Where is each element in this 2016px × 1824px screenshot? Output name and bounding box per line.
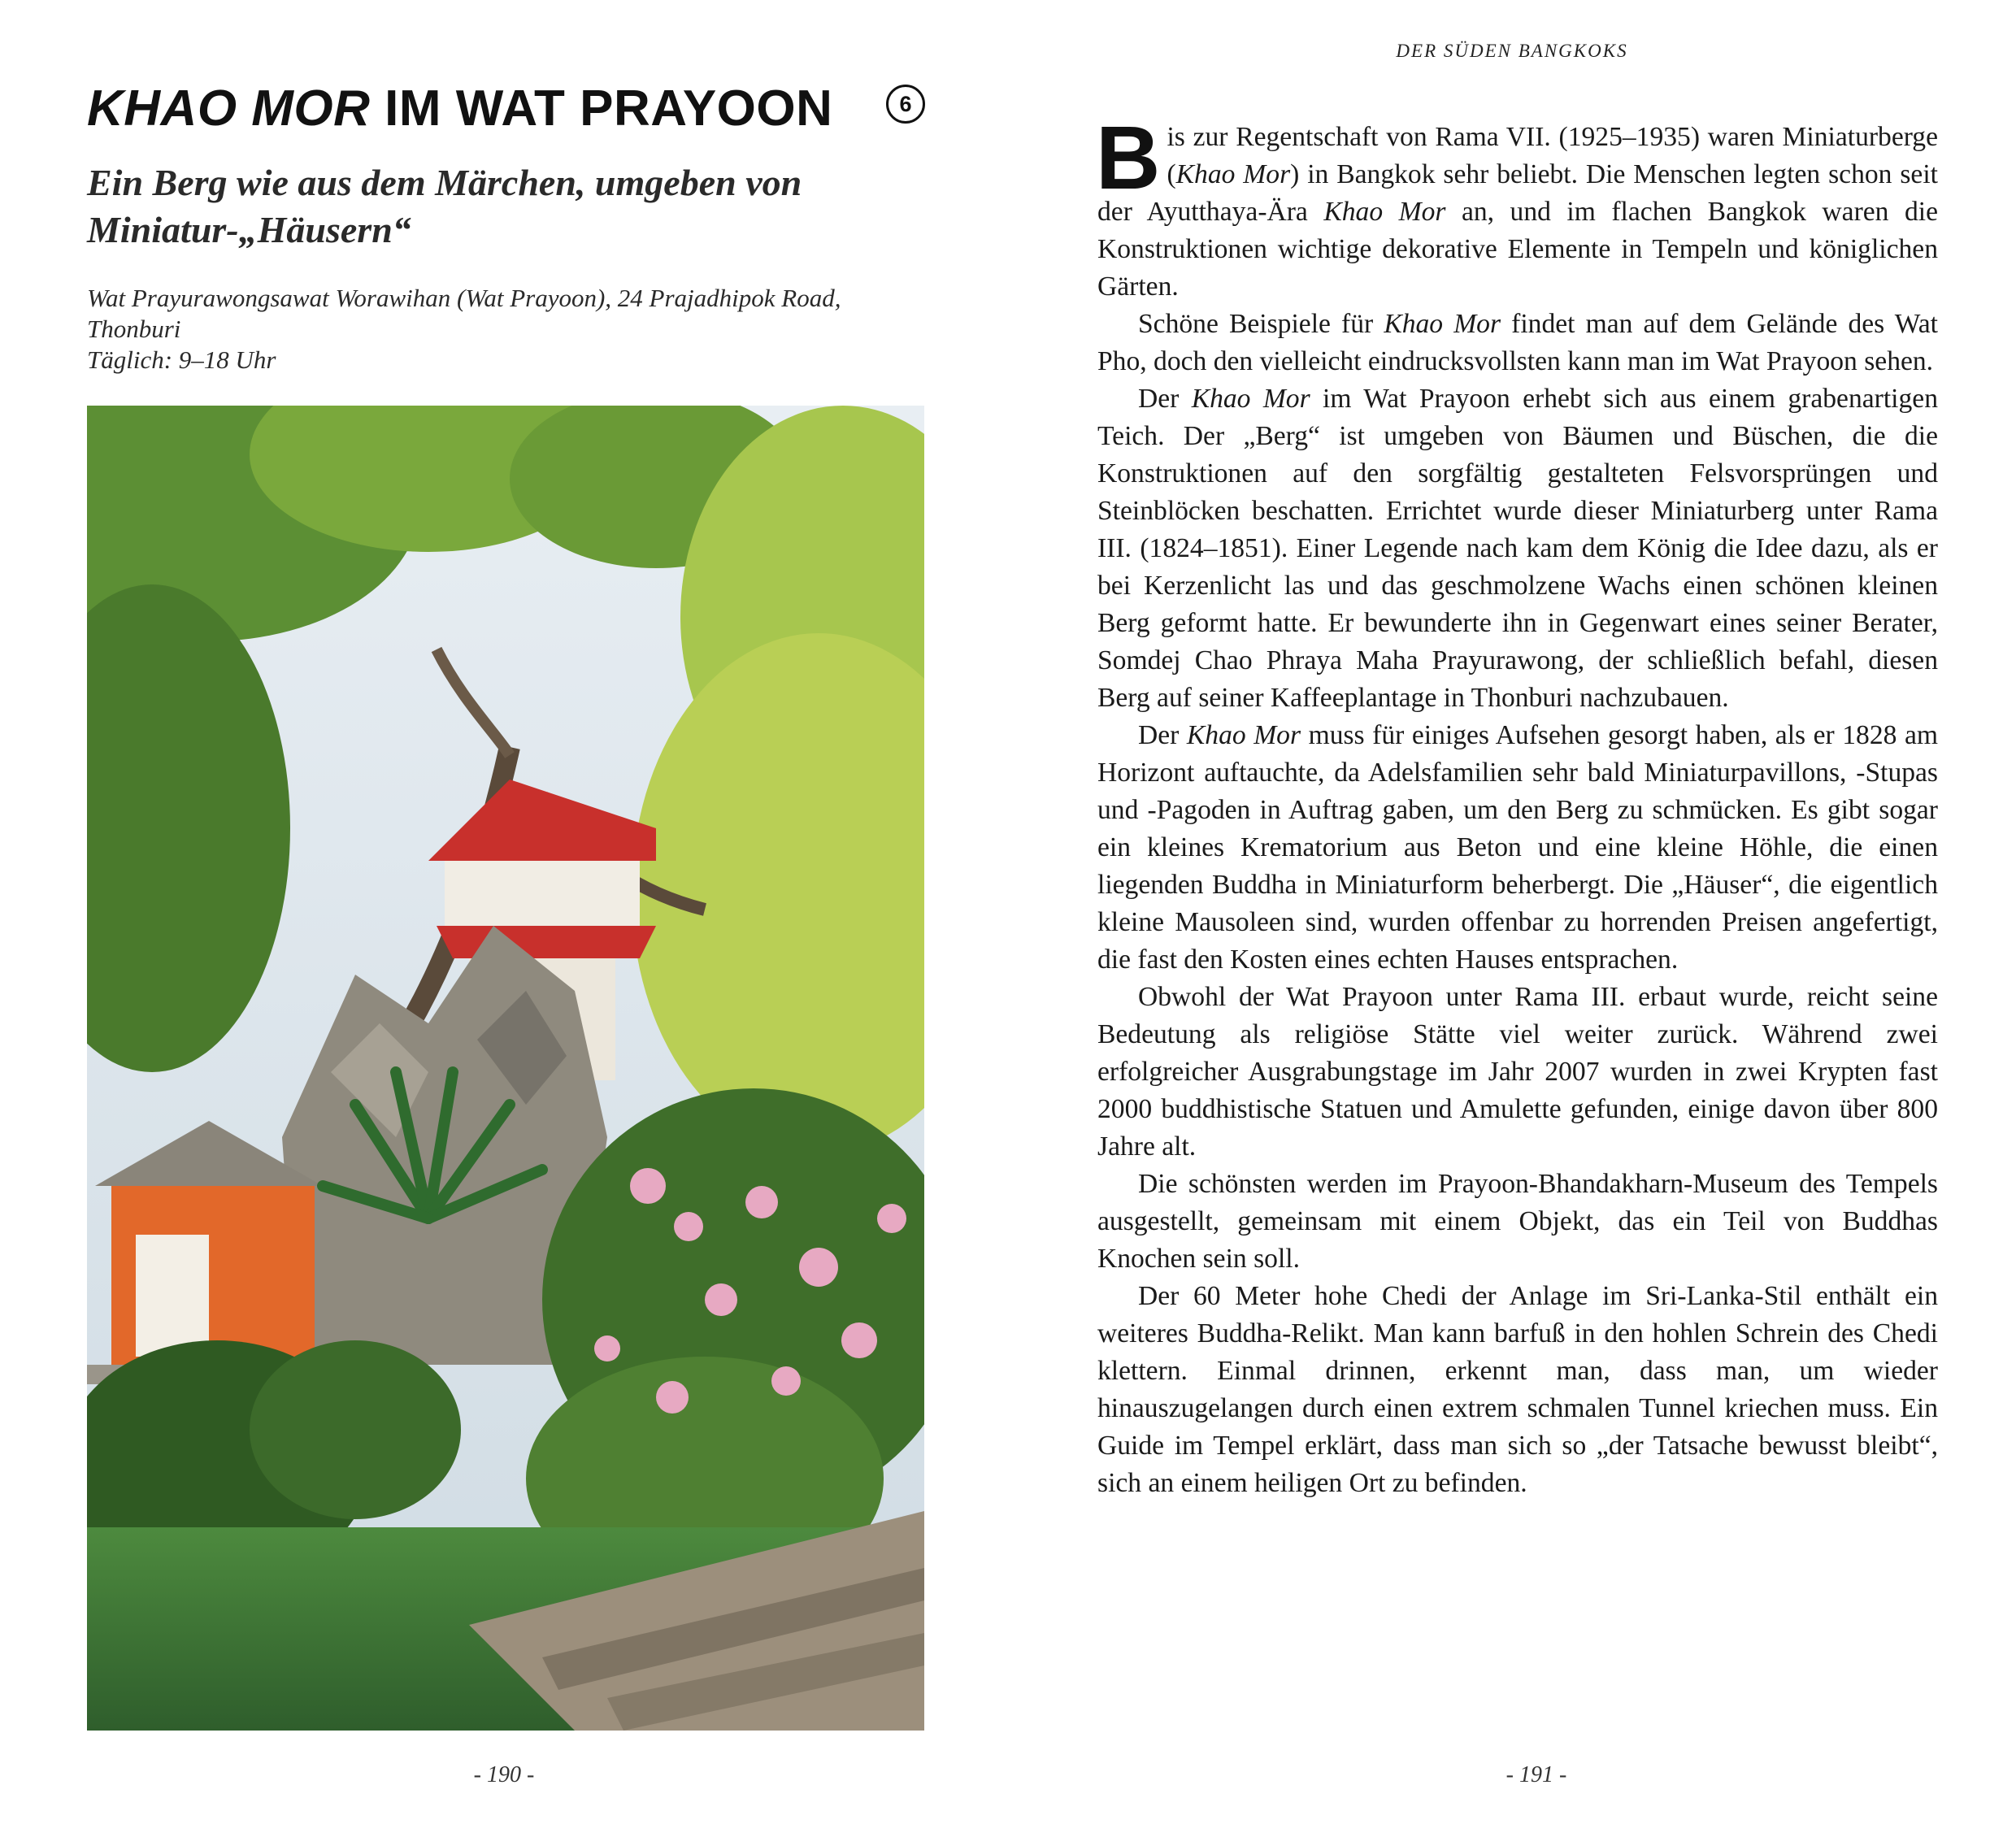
paragraph-7: Der 60 Meter hohe Chedi der Anlage im Sri-Lanka-Stil enthält ein weiteres Buddha-Relikt. Man kann barfuß in den hohlen Schrein des Chedi klettern. Einmal drinnen, erkennt man, dass man, um wieder hinauszugelangen durch einen extrem schmalen Tunnel kriechen muss. Ein Guide im Tempel erklärt, dass man sich so „der Tatsache bewusst bleibt“, sich an einem heiligen Ort zu befinden. [1097,1281,1938,1498]
paragraph-1-text-e: an, und im flachen Bangkok waren die Konstruktionen wichtige dekorative Elemente in Tempeln und königlichen Gärten. [1097,197,1938,302]
paragraph-1-italic-b: Khao Mor [1175,159,1291,189]
paragraph-1 [1096,108,1938,306]
subtitle-line-2: Miniatur-„Häusern“ [87,209,411,250]
paragraph-4 [1097,717,1938,979]
title-italic-part: KHAO MOR [87,80,371,137]
paragraph-2-text-a: Schöne Beispiele für [1138,309,1384,339]
entry-number-badge [886,85,925,124]
paragraph-3-italic-b: Khao Mor [1191,384,1310,414]
page-number-left: - 190 - [473,1762,535,1787]
paragraph-2-italic-b: Khao Mor [1384,309,1501,339]
page-number-right: - 191 - [1505,1762,1567,1787]
paragraph-3-text-c: im Wat Prayoon erhebt sich aus einem grabenartigen Teich. Der „Berg“ ist umgeben von Bäumen und Büschen, die die Konstruktionen auf den sorgfältig gestalteten Felsvorsprüngen und Steinblöcken beschatten. Errichtet wurde dieser Miniaturberg unter Rama III. (1824–1851). Einer Legende nach kam dem König die Idee dazu, als er bei Kerzenlicht las und das geschmolzene Wachs einen schönen kleinen Berg geformt hatte. Er bewunderte ihn in Gegenwart eines seiner Berater, Somdej Chao Phraya Maha Prayurawong, der schließlich befahl, diesen Berg auf seiner Kaffeeplantage in Thonburi nachzubauen. [1097,384,1938,713]
running-head: DER SÜDEN BANGKOKS [1396,41,1628,61]
paragraph-4-text-a: Der [1138,720,1187,750]
garden-photo-illustration [87,406,924,1731]
drop-cap: B [1096,108,1161,208]
paragraph-6: Die schönsten werden im Prayoon-Bhandakharn-Museum des Tempels ausgestellt, gemeinsam mit einem Objekt, das ein Teil von Buddhas Knochen sein soll. [1097,1169,1938,1274]
article-body [1096,108,1938,1502]
paragraph-4-italic-b: Khao Mor [1186,720,1301,750]
address-block [87,283,941,376]
opening-hours: Täglich: 9–18 Uhr [87,345,276,374]
paragraph-3-text-a: Der [1138,384,1192,414]
title-rest-part: IM WAT PRAYOON [370,80,833,137]
garden-photo [87,406,924,1731]
paragraph-2-text-c: findet man auf dem Gelände des Wat Pho, doch den vielleicht eindrucksvollsten kann man im Wat Prayoon sehen. [1097,309,1938,376]
paragraph-1-text-a: is zur Regentschaft von Rama VII. (1925–1935) waren Miniaturberge ( [1167,122,1938,189]
article-title [87,80,900,137]
paragraph-4-text-c: muss für einiges Aufsehen gesorgt haben, als er 1828 am Horizont auftauchte, da Adelsfamilien sehr bald Miniaturpavillons, -Stupas und -Pagoden in Auftrag gaben, um den Berg zu schmücken. Es gibt sogar ein kleines Krematorium aus Beton und eine kleine Höhle, die einen liegenden Buddha in Miniaturform beherbergt. Die „Häuser“, die eigentlich kleine Mausoleen sind, wurden offenbar zu horrenden Preisen angefertigt, die fast den Kosten eines echten Hauses entsprachen. [1097,720,1938,975]
address-line-2: Thonburi [87,315,181,343]
paragraph-1-italic-d: Khao Mor [1323,197,1446,227]
article-subtitle [87,159,941,254]
entry-number: 6 [899,91,912,116]
right-page [1008,0,2016,1824]
address-line-1: Wat Prayurawongsawat Worawihan (Wat Prayoon), 24 Prajadhipok Road, [87,284,841,312]
paragraph-2 [1097,306,1938,380]
subtitle-line-1: Ein Berg wie aus dem Märchen, umgeben von [87,162,802,203]
paragraph-3 [1097,380,1938,717]
paragraph-5: Obwohl der Wat Prayoon unter Rama III. erbaut wurde, reicht seine Bedeutung als religiöse Stätte viel weiter zurück. Während zwei erfolgreicher Ausgrabungstage im Jahr 2007 wurden in zwei Krypten fast 2000 buddhistische Statuen und Amulette gefunden, einige davon über 800 Jahre alt. [1097,982,1938,1162]
paragraph-1-text-c: ) in Bangkok sehr beliebt. Die Menschen legten schon seit der Ayutthaya-Ära [1097,159,1938,227]
